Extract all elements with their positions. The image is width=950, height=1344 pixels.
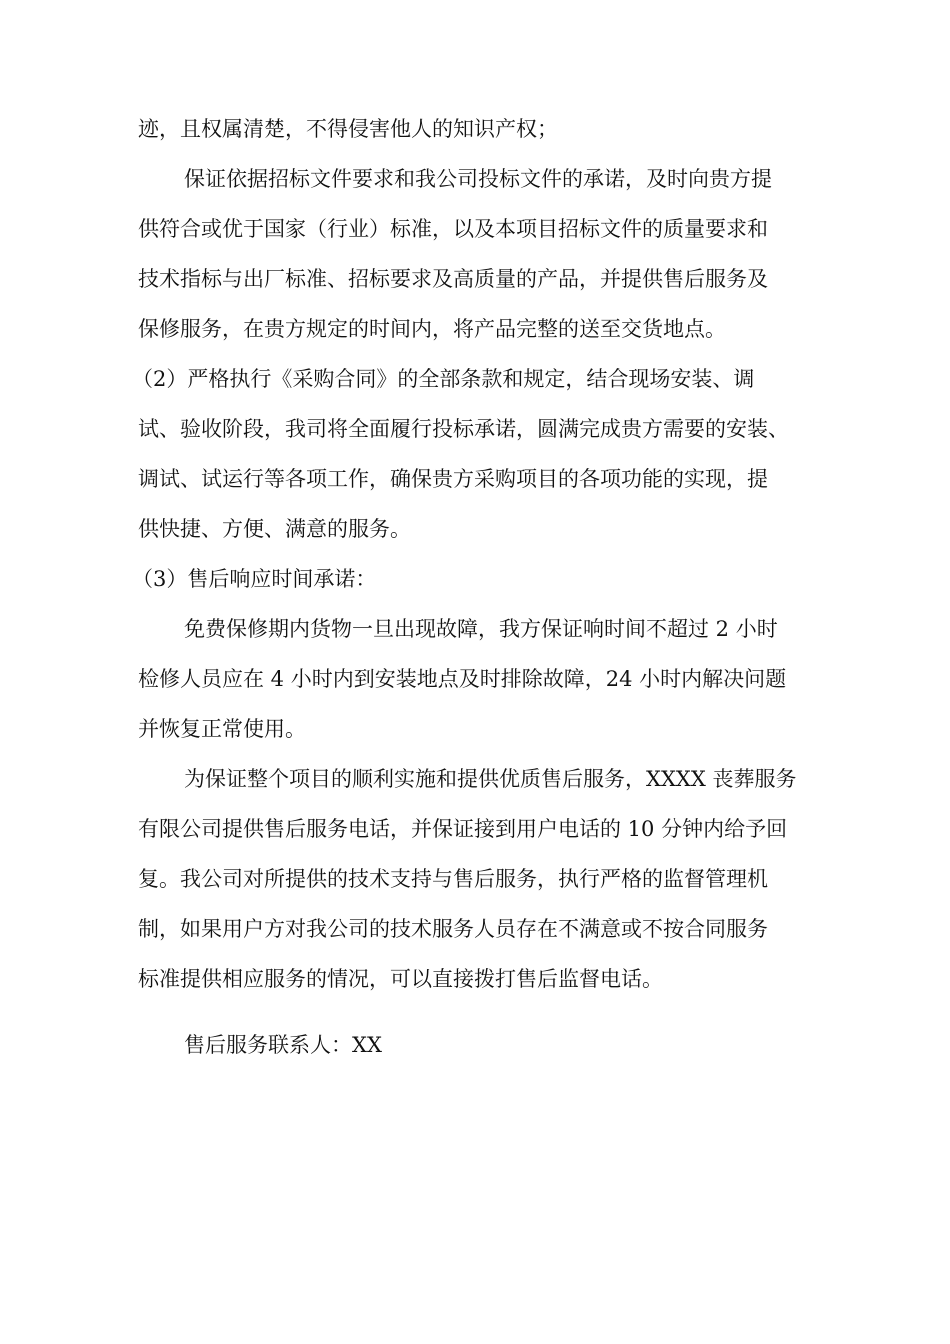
- document-body: [132, 104, 838, 1070]
- paragraph-gap: [138, 1004, 838, 1020]
- text-line: 为保证整个项目的顺利实施和提供优质售后服务，XXXX 丧葬服务: [184, 767, 797, 791]
- text-line: 标准提供相应服务的情况，可以直接拨打售后监督电话。: [138, 967, 663, 991]
- contact-line: 售后服务联系人：XX: [184, 1033, 382, 1057]
- text-line: 迹，且权属清楚，不得侵害他人的知识产权；: [138, 117, 558, 141]
- text-line: 技术指标与出厂标准、招标要求及高质量的产品，并提供售后服务及: [138, 267, 768, 291]
- text-line: 供快捷、方便、满意的服务。: [138, 517, 411, 541]
- text-line: 保修服务，在贵方规定的时间内，将产品完整的送至交货地点。: [138, 317, 726, 341]
- text-line: 有限公司提供售后服务电话，并保证接到用户电话的 10 分钟内给予回: [138, 817, 788, 841]
- text-line: 复。我公司对所提供的技术支持与售后服务，执行严格的监督管理机: [138, 867, 768, 891]
- text-line: 供符合或优于国家（行业）标准，以及本项目招标文件的质量要求和: [138, 217, 768, 241]
- text-line: 保证依据招标文件要求和我公司投标文件的承诺，及时向贵方提: [184, 167, 772, 191]
- text-line: 制，如果用户方对我公司的技术服务人员存在不满意或不按合同服务: [138, 917, 768, 941]
- text-line: 并恢复正常使用。: [138, 717, 306, 741]
- text-line: 调试、试运行等各项工作，确保贵方采购项目的各项功能的实现，提: [138, 467, 768, 491]
- text-line: 试、验收阶段，我司将全面履行投标承诺，圆满完成贵方需要的安装、: [138, 417, 789, 441]
- text-line: （2）严格执行《采购合同》的全部条款和规定，结合现场安装、调: [132, 367, 755, 391]
- text-line: 检修人员应在 4 小时内到安装地点及时排除故障，24 小时内解决问题: [138, 667, 787, 691]
- text-line: 免费保修期内货物一旦出现故障，我方保证响时间不超过 2 小时: [184, 617, 778, 641]
- text-line: （3）售后响应时间承诺：: [132, 567, 377, 591]
